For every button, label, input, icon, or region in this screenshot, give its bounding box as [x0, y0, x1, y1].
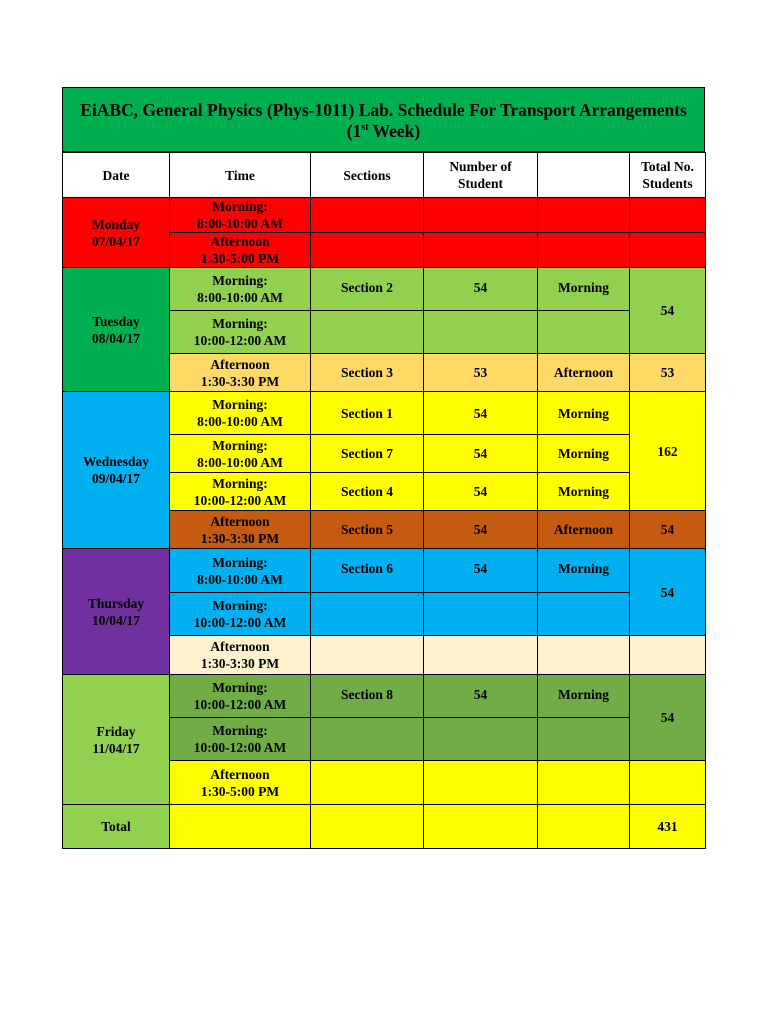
total-cell: [630, 198, 706, 233]
section-cell: [311, 718, 424, 761]
shift-cell: Afternoon: [538, 511, 630, 549]
section-cell: Section 7: [311, 435, 424, 473]
total-cell: 54: [630, 549, 706, 636]
day-tuesday: Tuesday 08/04/17: [63, 268, 170, 392]
day-monday: Monday 07/04/17: [63, 198, 170, 268]
table-row: [63, 549, 706, 593]
header-row: [63, 153, 706, 198]
table-row: [63, 198, 706, 233]
time-cell: Morning: 10:00-12:00 AM: [170, 473, 311, 511]
total-cell: 54: [630, 511, 706, 549]
shift-cell: Morning: [538, 473, 630, 511]
section-cell: [311, 198, 424, 233]
student-count-cell: 54: [424, 268, 538, 311]
header-date: Date: [63, 153, 170, 198]
student-count-cell: [424, 761, 538, 805]
header-time: Time: [170, 153, 311, 198]
section-cell: Section 1: [311, 392, 424, 435]
total-empty-cell: [170, 805, 311, 849]
student-count-cell: [424, 593, 538, 636]
total-cell: 53: [630, 354, 706, 392]
section-cell: [311, 233, 424, 268]
shift-cell: [538, 718, 630, 761]
total-empty-cell: [311, 805, 424, 849]
time-cell: Morning: 10:00-12:00 AM: [170, 593, 311, 636]
section-cell: Section 8: [311, 675, 424, 718]
shift-cell: Afternoon: [538, 354, 630, 392]
shift-cell: [538, 636, 630, 675]
total-cell: [630, 636, 706, 675]
shift-cell: Morning: [538, 549, 630, 593]
table-row: [63, 268, 706, 311]
time-cell: Morning: 8:00-10:00 AM: [170, 198, 311, 233]
time-cell: Morning: 10:00-12:00 AM: [170, 311, 311, 354]
section-cell: Section 3: [311, 354, 424, 392]
total-empty-cell: [424, 805, 538, 849]
total-row: [63, 805, 706, 849]
time-cell: Morning: 10:00-12:00 AM: [170, 718, 311, 761]
shift-cell: [538, 198, 630, 233]
title-week: (1st Week): [346, 121, 421, 141]
shift-cell: Morning: [538, 675, 630, 718]
student-count-cell: [424, 233, 538, 268]
student-count-cell: 54: [424, 675, 538, 718]
header-total-students: Total No. Students: [630, 153, 706, 198]
time-cell: Morning: 8:00-10:00 AM: [170, 435, 311, 473]
student-count-cell: 54: [424, 435, 538, 473]
header-number-of-student: Number of Student: [424, 153, 538, 198]
section-cell: [311, 761, 424, 805]
total-cell: 54: [630, 675, 706, 761]
section-cell: Section 4: [311, 473, 424, 511]
time-cell: Morning: 8:00-10:00 AM: [170, 549, 311, 593]
time-cell: Afternoon 1:30-5:00 PM: [170, 761, 311, 805]
total-cell: [630, 233, 706, 268]
title-main: EiABC, General Physics (Phys-1011) Lab. Schedule For Transport Arrangements: [80, 100, 687, 120]
shift-cell: [538, 233, 630, 268]
total-cell: 162: [630, 392, 706, 511]
section-cell: [311, 311, 424, 354]
student-count-cell: 54: [424, 473, 538, 511]
student-count-cell: 54: [424, 549, 538, 593]
day-friday: Friday 11/04/17: [63, 675, 170, 805]
section-cell: [311, 636, 424, 675]
shift-cell: [538, 761, 630, 805]
student-count-cell: 54: [424, 511, 538, 549]
day-thursday: Thursday 10/04/17: [63, 549, 170, 675]
student-count-cell: [424, 198, 538, 233]
time-cell: Afternoon 1:30-3:30 PM: [170, 354, 311, 392]
time-cell: Morning: 8:00-10:00 AM: [170, 268, 311, 311]
schedule-table: [62, 152, 706, 849]
time-cell: Morning: 10:00-12:00 AM: [170, 675, 311, 718]
section-cell: Section 6: [311, 549, 424, 593]
student-count-cell: [424, 718, 538, 761]
shift-cell: [538, 311, 630, 354]
section-cell: [311, 593, 424, 636]
shift-cell: Morning: [538, 435, 630, 473]
title-week-sup: st: [361, 122, 369, 134]
total-label: Total: [63, 805, 170, 849]
header-shift: [538, 153, 630, 198]
shift-cell: Morning: [538, 268, 630, 311]
total-cell: [630, 761, 706, 805]
time-cell: Morning: 8:00-10:00 AM: [170, 392, 311, 435]
student-count-cell: [424, 636, 538, 675]
time-cell: Afternoon 1:30-5:00 PM: [170, 233, 311, 268]
schedule-title: [62, 87, 705, 152]
table-row: [63, 392, 706, 435]
total-empty-cell: [538, 805, 630, 849]
section-cell: Section 2: [311, 268, 424, 311]
header-sections: Sections: [311, 153, 424, 198]
shift-cell: Morning: [538, 392, 630, 435]
shift-cell: [538, 593, 630, 636]
total-cell: 54: [630, 268, 706, 354]
student-count-cell: 53: [424, 354, 538, 392]
student-count-cell: [424, 311, 538, 354]
time-cell: Afternoon 1:30-3:30 PM: [170, 636, 311, 675]
table-row: [63, 675, 706, 718]
time-cell: Afternoon 1:30-3:30 PM: [170, 511, 311, 549]
day-wednesday: Wednesday 09/04/17: [63, 392, 170, 549]
student-count-cell: 54: [424, 392, 538, 435]
grand-total: 431: [630, 805, 706, 849]
section-cell: Section 5: [311, 511, 424, 549]
